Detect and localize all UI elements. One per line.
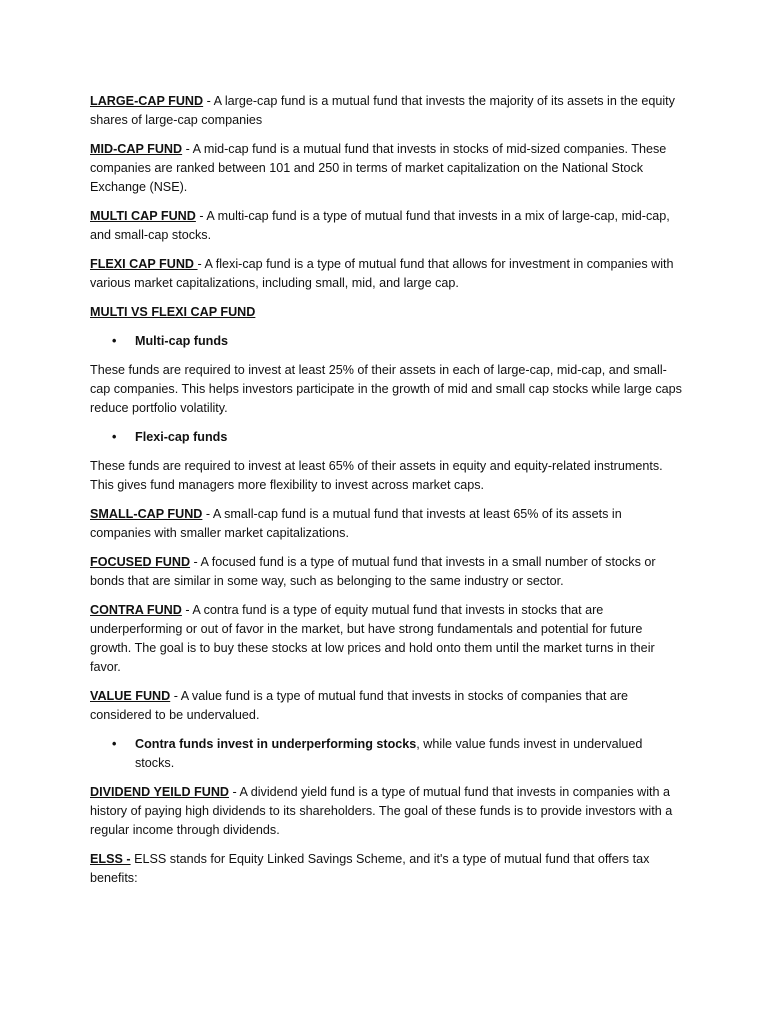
term-mid-cap: MID-CAP FUND <box>90 142 183 156</box>
term-contra: CONTRA FUND <box>90 603 182 617</box>
bullet-multi-cap-funds <box>90 332 682 351</box>
bullet-dot-icon: • <box>112 430 117 444</box>
definition-text: - A value fund is a type of mutual fund that invests in stocks of companies that are considered to be undervalued. <box>90 689 629 722</box>
bullet-bold-text: Contra funds invest in underperforming stocks <box>135 737 417 751</box>
definition-flexi-cap <box>90 255 682 293</box>
paragraph-flexi-cap: These funds are required to invest at least 65% of their assets in equity and equity-related instruments. This gives fund managers more flexibility to invest across market caps. <box>90 459 663 492</box>
term-elss: ELSS - <box>90 852 131 866</box>
document-page <box>90 92 682 898</box>
definition-small-cap <box>90 505 682 543</box>
bullet-dot-icon: • <box>112 334 117 348</box>
bullet-flexi-cap-funds <box>90 428 682 447</box>
definition-large-cap <box>90 92 682 130</box>
definition-contra <box>90 601 682 677</box>
term-flexi-cap: FLEXI CAP FUND <box>90 257 198 271</box>
definition-text: - A focused fund is a type of mutual fund that invests in a small number of stocks or bonds that are similar in some way, such as belonging to the same industry or sector. <box>90 555 656 588</box>
definition-text: - A contra fund is a type of equity mutual fund that invests in stocks that are underperforming or out of favor in the market, but have strong fundamentals and potential for future growth. The goal is to buy these stocks at low prices and hold onto them until the market turns in their favor. <box>90 603 655 674</box>
paragraph-multi-cap: These funds are required to invest at least 25% of their assets in each of large-cap, mid-cap, and small-cap companies. This helps investors participate in the growth of mid and small cap stocks while large caps reduce portfolio volatility. <box>90 363 682 415</box>
definition-value <box>90 687 682 725</box>
term-value: VALUE FUND <box>90 689 171 703</box>
definition-elss <box>90 850 682 888</box>
definition-text: - A mid-cap fund is a mutual fund that invests in stocks of mid-sized companies. These companies are ranked between 101 and 250 in terms of market capitalization on the National Stock Exchange (NSE). <box>90 142 667 194</box>
definition-text: - A dividend yield fund is a type of mutual fund that invests in companies with a history of paying high dividends to its shareholders. The goal of these funds is to provide investors with a regular income through dividends. <box>90 785 673 837</box>
definition-text: - A small-cap fund is a mutual fund that invests at least 65% of its assets in companies with smaller market capitalizations. <box>90 507 622 540</box>
term-large-cap: LARGE-CAP FUND <box>90 94 204 108</box>
section-heading-multi-vs-flexi <box>90 303 682 322</box>
term-multi-cap: MULTI CAP FUND <box>90 209 196 223</box>
bullet-dot-icon: • <box>112 737 117 751</box>
bullet-bold-text: Flexi-cap funds <box>135 430 228 444</box>
bullet-contra-vs-value <box>90 735 682 773</box>
term-focused: FOCUSED FUND <box>90 555 191 569</box>
definition-mid-cap <box>90 140 682 197</box>
definition-text: - A large-cap fund is a mutual fund that invests the majority of its assets in the equity shares of large-cap companies <box>90 94 675 127</box>
definition-text: - A flexi-cap fund is a type of mutual fund that allows for investment in companies with various market capitalizations, including small, mid, and large cap. <box>90 257 674 290</box>
definition-text: ELSS stands for Equity Linked Savings Scheme, and it's a type of mutual fund that offers tax benefits: <box>90 852 650 885</box>
bullet-text: , while value funds invest in undervalued stocks. <box>135 737 643 770</box>
section-heading-text: MULTI VS FLEXI CAP FUND <box>90 305 256 319</box>
term-small-cap: SMALL-CAP FUND <box>90 507 203 521</box>
definition-focused <box>90 553 682 591</box>
term-dividend-yield: DIVIDEND YEILD FUND <box>90 785 230 799</box>
bullet-bold-text: Multi-cap funds <box>135 334 229 348</box>
definition-text: - A multi-cap fund is a type of mutual fund that invests in a mix of large-cap, mid-cap, and small-cap stocks. <box>90 209 670 242</box>
definition-multi-cap <box>90 207 682 245</box>
definition-dividend-yield <box>90 783 682 840</box>
